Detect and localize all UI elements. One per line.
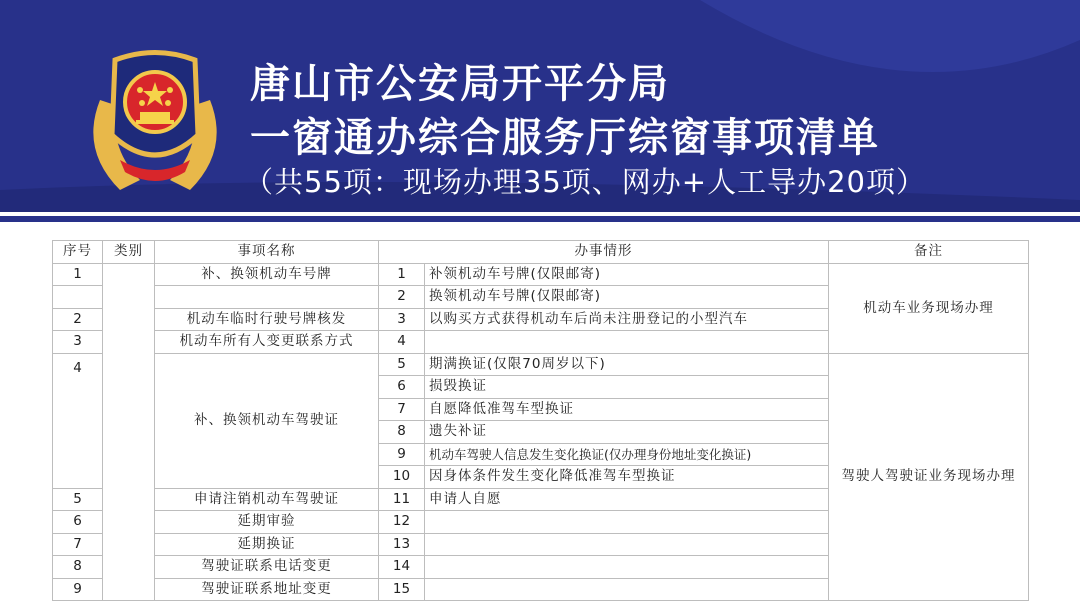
row-situation-num: 6 [379,376,425,399]
row-item-name: 补、换领机动车驾驶证 [155,353,379,488]
title-line-2: 一窗通办综合服务厅综窗事项清单 [250,115,880,161]
row-seq: 4 [53,353,103,488]
row-situation-desc: 期满换证(仅限70周岁以下) [425,353,829,376]
row-seq: 6 [53,511,103,534]
row-situation-num: 9 [379,443,425,466]
row-situation-num: 7 [379,398,425,421]
row-situation-desc: 补领机动车号牌(仅限邮寄) [425,263,829,286]
row-situation-desc: 自愿降低准驾车型换证 [425,398,829,421]
table-header-row [53,241,1029,264]
row-situation-num: 15 [379,578,425,601]
row-situation-num: 1 [379,263,425,286]
row-situation-desc: 遗失补证 [425,421,829,444]
table-row [53,263,1029,286]
row-situation-desc: 损毁换证 [425,376,829,399]
header-stripe [0,216,1080,222]
row-situation-desc [425,556,829,579]
row-situation-desc: 机动车驾驶人信息发生变化换证(仅办理身份地址变化换证) [425,443,829,466]
row-item-name: 延期审验 [155,511,379,534]
row-situation-desc [425,331,829,354]
row-seq: 9 [53,578,103,601]
row-situation-num: 4 [379,331,425,354]
row-situation-desc: 申请人自愿 [425,488,829,511]
row-situation-num: 14 [379,556,425,579]
row-seq: 7 [53,533,103,556]
row-seq: 1 [53,263,103,286]
items-table [52,240,1029,601]
category-cell [103,263,155,601]
title-line-3: （共55项：现场办理35项、网办+人工导办20项） [244,165,927,199]
row-seq: 5 [53,488,103,511]
header-note: 备注 [829,241,1029,264]
row-item-name: 申请注销机动车驾驶证 [155,488,379,511]
note-driver: 驾驶人驾驶证业务现场办理 [829,353,1029,601]
row-situation-desc [425,578,829,601]
header-category: 类别 [103,241,155,264]
row-situation-num: 13 [379,533,425,556]
police-emblem-icon [80,40,230,200]
row-situation-desc [425,533,829,556]
row-situation-num: 11 [379,488,425,511]
row-situation-desc: 以购买方式获得机动车后尚未注册登记的小型汽车 [425,308,829,331]
header-seq: 序号 [53,241,103,264]
row-situation-desc: 因身体条件发生变化降低准驾车型换证 [425,466,829,489]
row-seq: 8 [53,556,103,579]
row-situation-num: 10 [379,466,425,489]
row-seq [53,286,103,309]
row-situation-num: 3 [379,308,425,331]
row-item-name: 驾驶证联系电话变更 [155,556,379,579]
table-row [53,353,1029,376]
row-item-name: 延期换证 [155,533,379,556]
row-item-name: 机动车所有人变更联系方式 [155,331,379,354]
row-situation-num: 5 [379,353,425,376]
row-seq: 2 [53,308,103,331]
row-situation-num: 12 [379,511,425,534]
row-item-name: 机动车临时行驶号牌核发 [155,308,379,331]
title-line-1: 唐山市公安局开平分局 [250,61,670,107]
row-situation-desc: 换领机动车号牌(仅限邮寄) [425,286,829,309]
row-situation-num: 2 [379,286,425,309]
row-situation-num: 8 [379,421,425,444]
row-item-name: 驾驶证联系地址变更 [155,578,379,601]
header-situation: 办事情形 [379,241,829,264]
row-situation-desc [425,511,829,534]
header-item-name: 事项名称 [155,241,379,264]
note-vehicle: 机动车业务现场办理 [829,263,1029,353]
row-seq: 3 [53,331,103,354]
row-item-name: 补、换领机动车号牌 [155,263,379,286]
row-item-name [155,286,379,309]
